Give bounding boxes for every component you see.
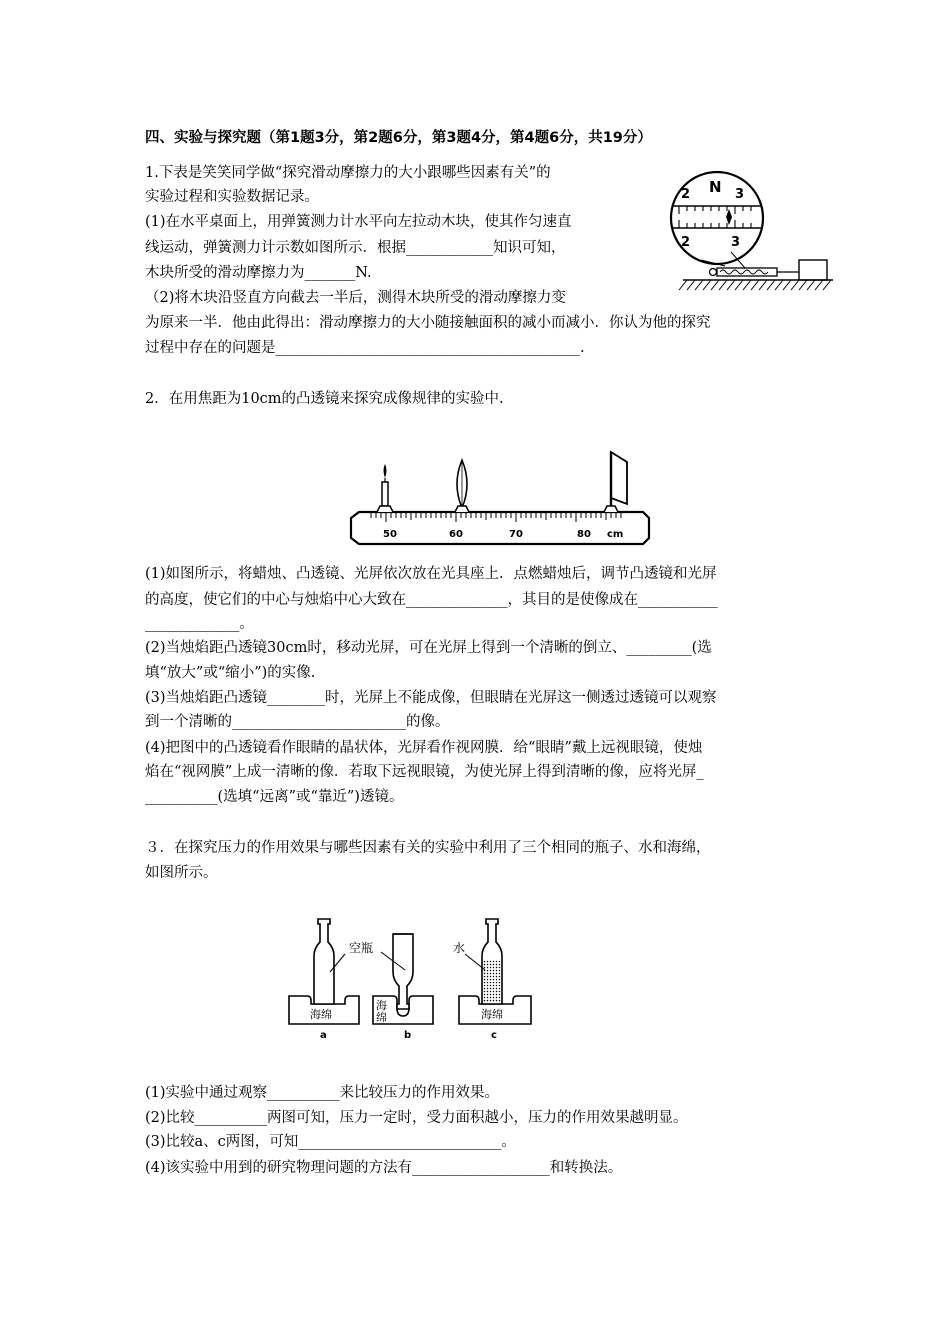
ruler-label-cm: cm (607, 529, 624, 540)
spring-scale-figure (665, 168, 835, 298)
label-sponge-a: 海绵 (310, 1008, 332, 1021)
q2-line-10: __________(选填“远离”或“靠近”)透镜。 (145, 789, 404, 805)
q3-line-3: (1)实验中通过观察__________来比较压力的作用效果。 (145, 1085, 500, 1101)
candle (377, 464, 393, 512)
label-sponge-b-2: 绵 (376, 1011, 387, 1024)
q2-line-2: 的高度，使它们的中心与烛焰中心大致在______________，其目的是使像成在___________ (145, 592, 718, 608)
label-c: c (491, 1030, 497, 1041)
q2-line-8: (4)把图中的凸透镜看作眼睛的晶状体，光屏看作视网膜．给“眼睛”戴上远视眼镜，使烛 (145, 740, 703, 756)
tick-label-top-2: 2 (681, 187, 691, 202)
q3-line-5: (3)比较a、c两图，可知____________________________。 (145, 1134, 516, 1150)
label-a: a (320, 1030, 327, 1041)
label-empty-bottle: 空瓶 (349, 941, 374, 955)
q1-line-8: 过程中存在的问题是__________________________________________. (145, 340, 585, 356)
q2-line-3: _____________。 (145, 616, 254, 632)
q3-line-1: ３．在探究压力的作用效果与哪些因素有关的实验中利用了三个相同的瓶子、水和海绵， (145, 840, 711, 856)
q3-line-6: (4)该实验中用到的研究物理问题的方法有___________________和转换法。 (145, 1160, 623, 1176)
q3-line-2: 如图所示。 (145, 865, 218, 881)
q2-line-5: 填“放大”或“缩小”)的实像. (145, 665, 316, 681)
tick-label-bottom-3: 3 (731, 235, 741, 250)
q1-line-2: 实验过程和实验数据记录。 (145, 189, 319, 205)
q2-line-4: (2)当烛焰距凸透镜30cm时，移动光屏，可在光屏上得到一个清晰的倒立、_________(选 (145, 640, 712, 656)
ruler-label-60: 60 (449, 529, 463, 540)
light-screen (604, 452, 627, 512)
tick-label-top-3: 3 (735, 187, 745, 202)
bottle-sponge-figure (285, 912, 545, 1042)
q2-intro: 2．在用焦距为10cm的凸透镜来探究成像规律的实验中. (145, 391, 504, 407)
ruler-label-70: 70 (509, 529, 523, 540)
label-water: 水 (453, 941, 466, 955)
section-title: 四、实验与探究题（第1题3分，第2题6分，第3题4分，第4题6分，共19分） (145, 130, 652, 146)
q3-line-4: (2)比较__________两图可知，压力一定时，受力面积越小，压力的作用效果越明显。 (145, 1110, 688, 1126)
optical-bench-figure (345, 448, 655, 548)
q2-line-9: 焰在“视网膜”上成一清晰的像．若取下远视眼镜，为使光屏上得到清晰的像，应将光屏_ (145, 764, 704, 780)
convex-lens (455, 460, 469, 512)
label-b: b (404, 1030, 412, 1041)
q1-line-7: 为原来一半．他由此得出：滑动摩擦力的大小随接触面积的减小而减小．你认为他的探究 (145, 315, 711, 331)
q1-line-6: （2)将木块沿竖直方向截去一半后，测得木块所受的滑动摩擦力变 (145, 290, 566, 306)
tick-label-bottom-2: 2 (681, 235, 691, 250)
q1-line-4: 线运动，弹簧测力计示数如图所示．根据____________知识可知， (145, 240, 566, 256)
q2-line-7: 到一个清晰的________________________的像。 (145, 714, 450, 730)
q1-line-3: (1)在水平桌面上，用弹簧测力计水平向左拉动木块，使其作匀速直 (145, 214, 572, 230)
label-sponge-b-1: 海 (376, 999, 387, 1012)
q2-line-1: (1)如图所示，将蜡烛、凸透镜、光屏依次放在光具座上．点燃蜡烛后，调节凸透镜和光屏 (145, 566, 717, 582)
q1-line-5: 木块所受的滑动摩擦力为_______N. (145, 265, 372, 281)
q1-line-1: 1.下表是笑笑同学做“探究滑动摩擦力的大小跟哪些因素有关”的 (145, 165, 551, 181)
unit-label-n: N (709, 178, 722, 196)
ruler-label-50: 50 (383, 529, 397, 540)
label-sponge-c: 海绵 (481, 1008, 503, 1021)
q2-line-6: (3)当烛焰距凸透镜________时，光屏上不能成像，但眼睛在光屏这一侧透过透镜可以观察 (145, 690, 717, 706)
ruler-label-80: 80 (577, 529, 591, 540)
